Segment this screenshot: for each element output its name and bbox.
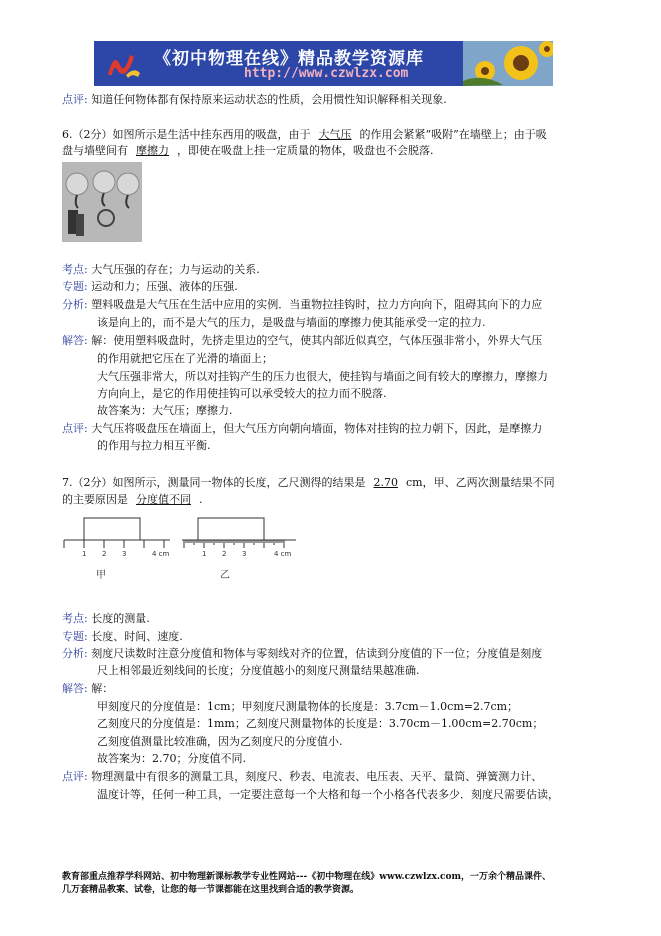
q6-jieda-cont: 大气压强非常大，所以对挂钩产生的压力也很大，使挂钩与墙面之间有较大的摩擦力，摩擦力 (97, 370, 548, 383)
comment-label: 点评: (62, 93, 88, 106)
rulers-figure (62, 512, 302, 592)
zhuanti-label: 专题: (62, 630, 88, 643)
ruler-jia-unit: 4 cm (152, 550, 170, 558)
jieda-label: 解答: (62, 334, 88, 347)
q7-fenxi (62, 647, 542, 661)
ruler-tick-label: 1 (82, 550, 87, 558)
zhuanti-text: 运动和力；压强、液体的压强. (91, 280, 238, 293)
page-footer (62, 871, 602, 897)
ruler-yi (182, 518, 296, 581)
q7-jieda-cont: 甲刻度尺的分度值是：1cm；甲刻度尺测量物体的长度是：3.7cm－1.0cm=2.7cm； (97, 700, 519, 713)
kaodian-label: 考点: (62, 263, 88, 276)
dianping-label: 点评: (62, 422, 88, 435)
banner-title: 《初中物理在线》精品教学资源库 (154, 49, 424, 69)
q6-jieda (62, 334, 542, 348)
kaodian-label: 考点: (62, 612, 88, 625)
ruler-jia-label: 甲 (96, 570, 106, 581)
ruler-tick-label: 3 (122, 550, 127, 558)
q6-stem-line2 (62, 144, 434, 158)
q7-text: cm，甲、乙两次测量结果不同 (406, 476, 555, 489)
ruler-jia (64, 518, 170, 581)
q7-answer-blank-1: 2.70 (373, 476, 398, 489)
fenxi-text: 塑料吸盘是大气压在生活中应用的实例．当重物拉挂钩时，拉力方向向下，阻碍其向下的力应 (91, 298, 543, 311)
zhuanti-text: 长度、时间、速度. (91, 630, 183, 643)
q6-text: ，即使在吸盘上挂一定质量的物体，吸盘也不会脱落. (177, 144, 434, 157)
q7-zhuanti (62, 630, 183, 644)
q6-dianping-cont: 的作用与拉力相互平衡. (97, 439, 211, 452)
ruler-yi-label: 乙 (220, 570, 230, 581)
prev-comment (62, 93, 447, 107)
sunflower-image (463, 41, 553, 86)
q6-fenxi-cont: 该是向上的，而不是大气的压力，是吸盘与墙面的摩擦力使其能承受一定的拉力. (97, 316, 486, 329)
header-banner (94, 41, 553, 86)
fenxi-text: 刻度尺读数时注意分度值和物体与零刻线对齐的位置，估读到分度值的下一位；分度值是刻度 (91, 647, 543, 660)
jieda-text: 解：使用塑料吸盘时，先挤走里边的空气，使其内部近似真空，气体压强非常小，外界大气压 (91, 334, 543, 347)
dianping-text: 大气压将吸盘压在墙面上，但大气压方向朝向墙面，物体对挂钩的拉力朝下，因此，是摩擦力 (91, 422, 543, 435)
q6-answer-blank-2: 摩擦力 (136, 144, 169, 157)
zhuanti-label: 专题: (62, 280, 88, 293)
ruler-tick-label: 1 (202, 550, 207, 558)
q6-dianping (62, 422, 542, 436)
q7-text: 的主要原因是 (62, 493, 128, 506)
q7-jieda-cont: 乙刻度值测量比较准确，因为乙刻度尺的分度值小. (97, 735, 343, 748)
q7-jieda-cont: 乙刻度尺的分度值是：1mm；乙刻度尺测量物体的长度是：3.70cm－1.00cm=2.70cm； (97, 717, 544, 730)
q6-zhuanti (62, 280, 238, 294)
footer-line-2: 几万套精品教案、试卷，让您的每一节课都能在这里找到合适的教学资源。 (62, 885, 360, 895)
jieda-label: 解答: (62, 682, 88, 695)
q6-stem-line1 (62, 128, 547, 142)
q7-dianping-cont: 温度计等，任何一种工具，一定要注意每一个大格和每一个小格各代表多少．刻度尺需要估读， (97, 788, 559, 801)
ruler-tick-label: 2 (102, 550, 107, 558)
q6-fenxi (62, 298, 542, 312)
banner-url[interactable]: http://www.czwlzx.com (244, 66, 409, 81)
footer-line-1: 教育部重点推荐学科网站、初中物理新课标教学专业性网站---《初中物理在线》www.czwlzx.com，一万余个精品课件、 (62, 872, 552, 882)
q6-kaodian (62, 263, 260, 277)
q7-kaodian (62, 612, 150, 626)
q6-text: 6.（2分）如图所示是生活中挂东西用的吸盘，由于 (62, 128, 311, 141)
q6-answer-summary: 故答案为：大气压；摩擦力. (97, 404, 233, 417)
kaodian-text: 长度的测量. (91, 612, 150, 625)
q7-text: 7.（2分）如图所示，测量同一物体的长度，乙尺测得的结果是 (62, 476, 366, 489)
q7-text: . (199, 493, 203, 506)
q7-answer-blank-2: 分度值不同 (136, 493, 191, 506)
dianping-label: 点评: (62, 770, 88, 783)
q6-jieda-cont: 的作用就把它压在了光滑的墙面上； (97, 352, 273, 365)
ruler-tick-label: 2 (222, 550, 227, 558)
jieda-text: 解： (91, 682, 114, 695)
q7-answer-summary: 故答案为：2.70；分度值不同. (97, 752, 246, 765)
q7-dianping (62, 770, 542, 784)
site-logo-icon (100, 45, 144, 82)
q7-stem-line2 (62, 493, 203, 507)
fenxi-label: 分析: (62, 647, 88, 660)
q6-answer-blank-1: 大气压 (318, 128, 352, 141)
kaodian-text: 大气压强的存在；力与运动的关系. (91, 263, 260, 276)
dianping-text: 物理测量中有很多的测量工具，刻度尺、秒表、电流表、电压表、天平、量筒、弹簧测力计、 (91, 770, 543, 783)
q7-stem-line1 (62, 476, 555, 490)
q6-jieda-cont: 方向向上，是它的作用使挂钩可以承受较大的拉力而不脱落. (97, 387, 387, 400)
comment-text: 知道任何物体都有保持原来运动状态的性质，会用惯性知识解释相关现象. (91, 93, 447, 106)
q7-jieda (62, 682, 113, 696)
q6-text: 盘与墙壁间有 (62, 144, 128, 157)
q6-text: 的作用会紧紧“吸附”在墙壁上；由于吸 (359, 128, 547, 141)
suction-cup-figure (62, 162, 142, 242)
ruler-yi-unit: 4 cm (274, 550, 292, 558)
q7-fenxi-cont: 尺上相邻最近刻线间的长度；分度值越小的刻度尺测量结果越准确. (97, 664, 420, 677)
fenxi-label: 分析: (62, 298, 88, 311)
ruler-tick-label: 3 (242, 550, 247, 558)
